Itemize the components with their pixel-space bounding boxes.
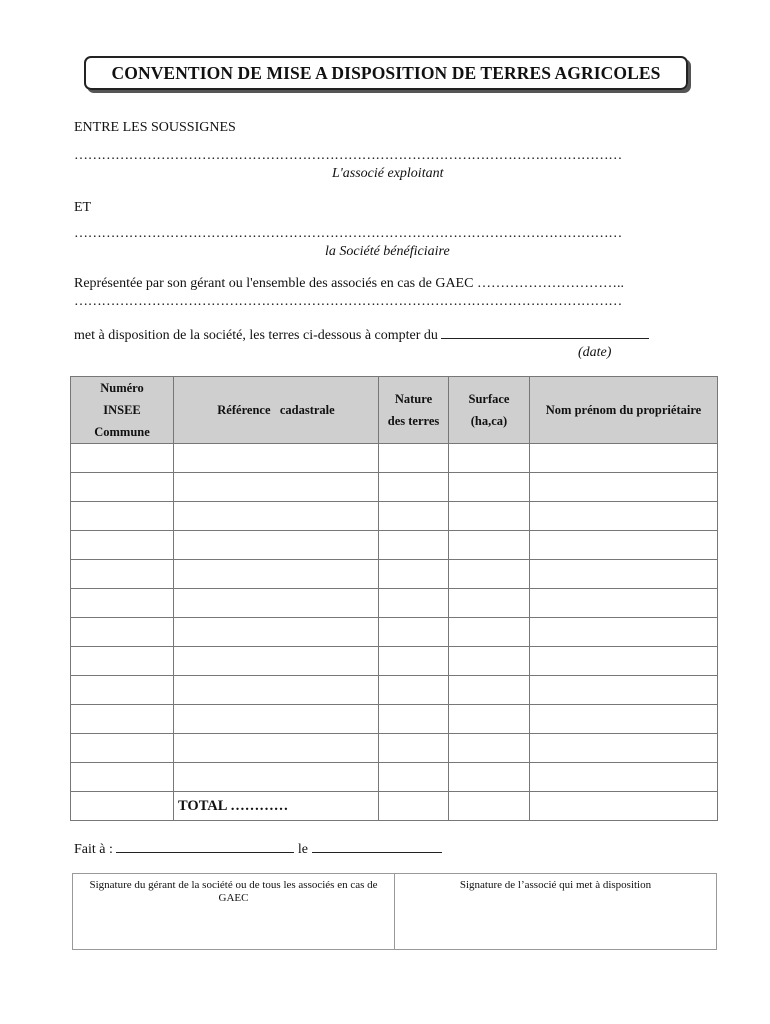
total-label: TOTAL …………: [174, 792, 379, 821]
table-row: [71, 763, 718, 792]
between-label: ENTRE LES SOUSSIGNES: [74, 120, 236, 135]
table-row: [71, 618, 718, 647]
table-cell[interactable]: [174, 618, 379, 647]
table-cell[interactable]: [530, 618, 718, 647]
header-owner: Nom prénom du propriétaire: [530, 377, 718, 444]
signature-associe-label: Signature de l’associé qui met à disposition: [459, 879, 652, 891]
table-row: [71, 560, 718, 589]
associe-dotted-line[interactable]: …………………………………………………………………………………………………………: [74, 148, 623, 163]
total-row: [71, 792, 718, 821]
title-box: [84, 56, 688, 90]
represented-dots[interactable]: …………………………..: [476, 276, 624, 291]
table-cell[interactable]: [174, 676, 379, 705]
signature-table: [72, 873, 717, 950]
table-cell[interactable]: [530, 647, 718, 676]
table-row: [71, 676, 718, 705]
table-cell[interactable]: [449, 618, 530, 647]
and-label: ET: [74, 200, 92, 215]
table-cell[interactable]: [530, 763, 718, 792]
header-insee: Numéro INSEE Commune: [71, 377, 174, 444]
table-cell[interactable]: [71, 531, 174, 560]
table-cell[interactable]: [71, 763, 174, 792]
table-cell[interactable]: [530, 792, 718, 821]
table-cell[interactable]: [174, 734, 379, 763]
table-cell[interactable]: [530, 444, 718, 473]
table-cell[interactable]: [449, 676, 530, 705]
table-row: [71, 647, 718, 676]
table-cell[interactable]: [71, 589, 174, 618]
table-cell[interactable]: [530, 705, 718, 734]
date-caption: (date): [578, 345, 612, 360]
table-cell[interactable]: [379, 647, 449, 676]
table-cell[interactable]: [379, 531, 449, 560]
table-cell[interactable]: [449, 734, 530, 763]
table-cell[interactable]: [71, 502, 174, 531]
table-cell[interactable]: [449, 502, 530, 531]
table-cell[interactable]: [379, 589, 449, 618]
table-cell[interactable]: [449, 444, 530, 473]
table-header-row: [71, 377, 718, 444]
made-available-line: [74, 328, 649, 344]
table-cell[interactable]: [71, 647, 174, 676]
table-cell[interactable]: [174, 647, 379, 676]
table-cell[interactable]: [530, 589, 718, 618]
made-at-line: [74, 842, 442, 858]
signature-gerant-box[interactable]: [73, 874, 395, 950]
made-at-label: Fait à :: [74, 842, 113, 857]
header-nature: Nature des terres: [379, 377, 449, 444]
represented-text: Représentée par son gérant ou l'ensemble des associés en cas de GAEC: [74, 276, 474, 291]
table-row: [71, 734, 718, 763]
document-title: CONVENTION DE MISE A DISPOSITION DE TERRES AGRICOLES: [111, 62, 661, 83]
table-cell[interactable]: [71, 618, 174, 647]
table-cell[interactable]: [449, 473, 530, 502]
societe-caption: la Société bénéficiaire: [325, 244, 450, 259]
table-cell[interactable]: [379, 705, 449, 734]
table-cell[interactable]: [174, 502, 379, 531]
table-cell[interactable]: [530, 502, 718, 531]
header-surface: Surface (ha,ca): [449, 377, 530, 444]
table-cell[interactable]: [379, 792, 449, 821]
table-row: [71, 502, 718, 531]
table-cell[interactable]: [530, 676, 718, 705]
table-cell[interactable]: [530, 473, 718, 502]
signature-associe-box[interactable]: [395, 874, 717, 950]
table-cell[interactable]: [379, 502, 449, 531]
table-cell[interactable]: [71, 473, 174, 502]
table-cell[interactable]: [71, 560, 174, 589]
table-cell[interactable]: [71, 705, 174, 734]
table-cell[interactable]: [449, 792, 530, 821]
table-cell[interactable]: [379, 560, 449, 589]
table-cell[interactable]: [530, 560, 718, 589]
table-row: [71, 473, 718, 502]
table-cell[interactable]: [174, 705, 379, 734]
table-cell[interactable]: [71, 792, 174, 821]
table-cell[interactable]: [71, 444, 174, 473]
table-row: [71, 531, 718, 560]
table-cell[interactable]: [449, 589, 530, 618]
table-cell[interactable]: [449, 705, 530, 734]
table-cell[interactable]: [379, 444, 449, 473]
table-cell[interactable]: [379, 734, 449, 763]
table-cell[interactable]: [174, 560, 379, 589]
representative-dotted-line[interactable]: …………………………………………………………………………………………………………: [74, 294, 623, 309]
header-cadastral: Référence cadastrale: [174, 377, 379, 444]
table-cell[interactable]: [174, 531, 379, 560]
table-cell[interactable]: [530, 531, 718, 560]
table-row: [71, 705, 718, 734]
table-row: [71, 444, 718, 473]
table-cell[interactable]: [174, 763, 379, 792]
table-cell[interactable]: [530, 734, 718, 763]
table-cell[interactable]: [174, 473, 379, 502]
made-available-text: met à disposition de la société, les terres ci-dessous à compter du: [74, 328, 438, 343]
table-row: [71, 589, 718, 618]
date-field[interactable]: [312, 852, 442, 853]
start-date-field[interactable]: [441, 338, 649, 339]
table-cell[interactable]: [379, 618, 449, 647]
societe-dotted-line[interactable]: …………………………………………………………………………………………………………: [74, 226, 623, 241]
table-cell[interactable]: [71, 676, 174, 705]
on-label: le: [297, 842, 308, 857]
table-cell[interactable]: [449, 647, 530, 676]
table-cell[interactable]: [174, 589, 379, 618]
signature-gerant-label: Signature du gérant de la société ou de tous les associés en cas de GAEC: [89, 879, 378, 904]
place-field[interactable]: [116, 852, 294, 853]
table-cell[interactable]: [449, 763, 530, 792]
table-cell[interactable]: [449, 560, 530, 589]
table-cell[interactable]: [379, 473, 449, 502]
associe-caption: L'associé exploitant: [332, 166, 444, 181]
land-table: [70, 376, 718, 821]
represented-line: [74, 276, 624, 292]
table-cell[interactable]: [379, 763, 449, 792]
table-cell[interactable]: [449, 531, 530, 560]
table-cell[interactable]: [379, 676, 449, 705]
table-cell[interactable]: [174, 444, 379, 473]
table-cell[interactable]: [71, 734, 174, 763]
